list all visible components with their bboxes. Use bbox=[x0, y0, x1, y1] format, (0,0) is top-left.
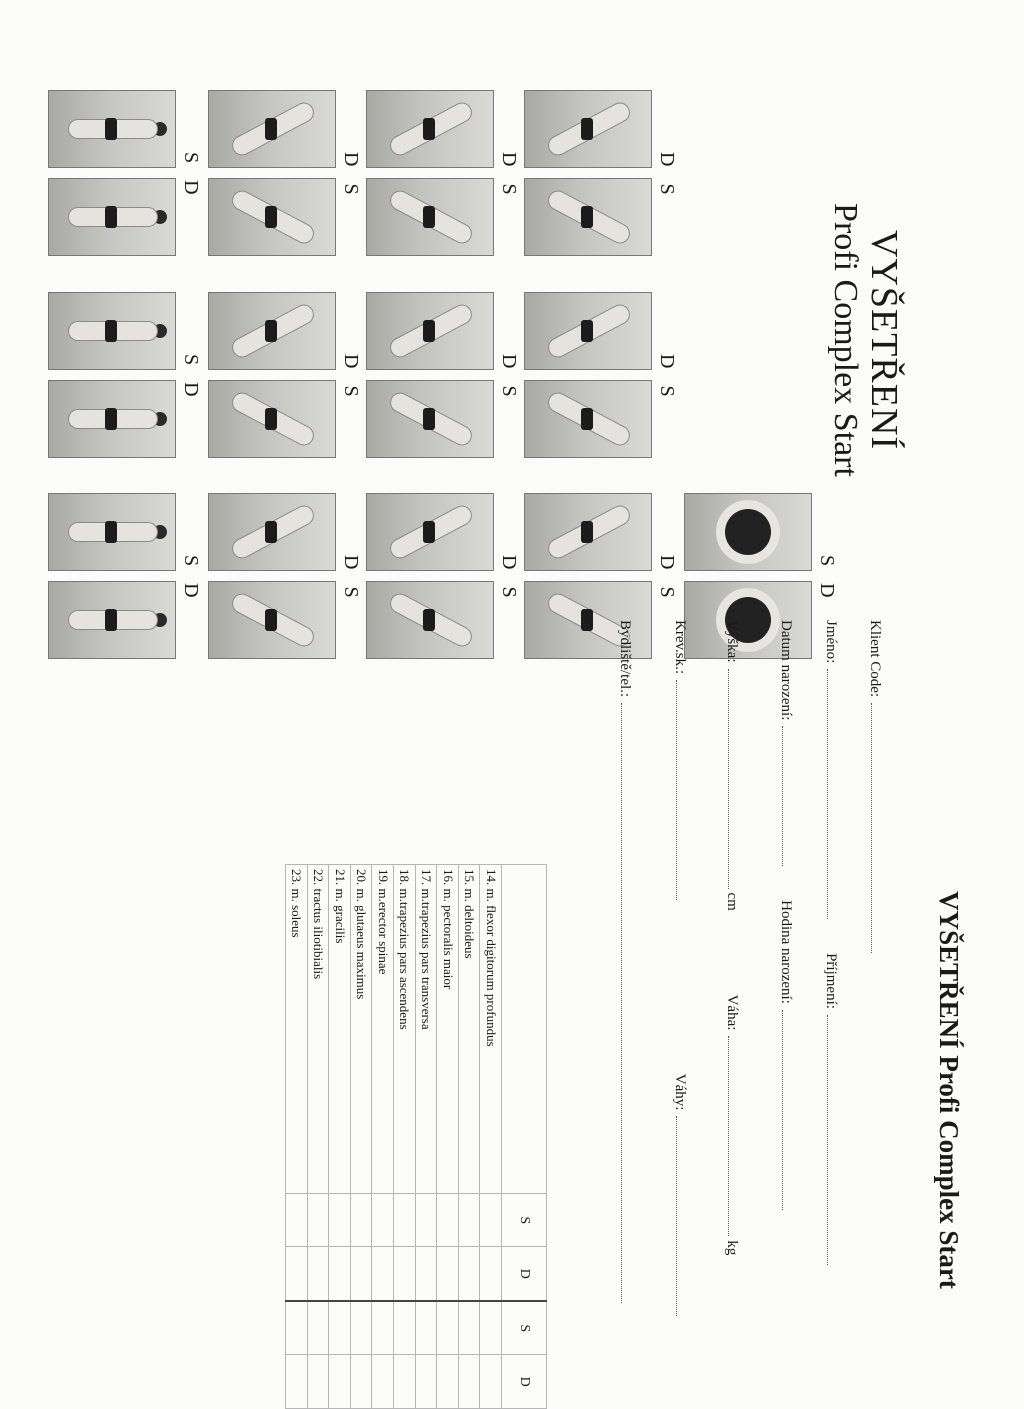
score-cell[interactable] bbox=[329, 1194, 351, 1247]
score-cell[interactable] bbox=[480, 1247, 502, 1301]
first-name-label: Jméno: bbox=[823, 620, 839, 664]
residence-label: Bydliště/tel.: bbox=[617, 620, 633, 698]
posture-photo bbox=[48, 581, 176, 659]
photo-figure-shorts bbox=[581, 118, 593, 140]
photo-figure-shorts bbox=[581, 408, 593, 430]
first-name-field[interactable] bbox=[827, 669, 840, 919]
score-cell[interactable] bbox=[350, 1194, 372, 1247]
score-cell[interactable] bbox=[458, 1247, 480, 1301]
birth-time-label: Hodina narození: bbox=[778, 900, 794, 1004]
score-cell[interactable] bbox=[394, 1194, 416, 1247]
score-cell[interactable] bbox=[307, 1194, 329, 1247]
blood-row bbox=[671, 620, 689, 1316]
photo-figure-shorts bbox=[423, 609, 435, 631]
score-cell[interactable] bbox=[437, 1301, 459, 1355]
scales-label: Váhy: bbox=[672, 1073, 688, 1111]
muscle-table-body bbox=[286, 865, 502, 1409]
photo-figure-shorts bbox=[423, 408, 435, 430]
posture-photo bbox=[208, 581, 336, 659]
client-code-label: Klient Code: bbox=[867, 620, 883, 698]
score-cell[interactable] bbox=[307, 1247, 329, 1301]
table-row bbox=[415, 865, 437, 1409]
table-row bbox=[480, 865, 502, 1409]
photo-figure-shorts bbox=[423, 521, 435, 543]
posture-photo bbox=[208, 380, 336, 458]
table-row bbox=[394, 865, 416, 1409]
score-cell[interactable] bbox=[415, 1301, 437, 1355]
scales-field[interactable] bbox=[676, 1116, 689, 1316]
table-row bbox=[372, 865, 394, 1409]
height-weight-row bbox=[723, 620, 741, 1255]
photo-figure-shorts bbox=[105, 118, 117, 140]
header-name-cell bbox=[502, 865, 547, 1194]
pair-label: S D bbox=[816, 555, 838, 604]
muscle-name: 16. m. pectoralis maior bbox=[437, 865, 459, 1194]
score-cell[interactable] bbox=[372, 1355, 394, 1409]
score-cell[interactable] bbox=[329, 1301, 351, 1355]
posture-photo bbox=[48, 90, 176, 168]
posture-photo bbox=[524, 380, 652, 458]
posture-photo bbox=[366, 178, 494, 256]
weight-unit: kg bbox=[724, 1240, 740, 1256]
posture-photo bbox=[48, 292, 176, 370]
score-cell[interactable] bbox=[458, 1355, 480, 1409]
header-s1: S bbox=[502, 1194, 547, 1247]
posture-photo bbox=[366, 292, 494, 370]
muscle-name: 23. m. soleus bbox=[286, 865, 308, 1194]
table-row bbox=[437, 865, 459, 1409]
height-label: Výška: bbox=[724, 620, 740, 663]
pair-label: D S bbox=[340, 354, 362, 403]
score-cell[interactable] bbox=[437, 1355, 459, 1409]
score-cell[interactable] bbox=[394, 1355, 416, 1409]
posture-photo bbox=[366, 380, 494, 458]
muscle-name: 22. tractus iliotibialis bbox=[307, 865, 329, 1194]
score-cell[interactable] bbox=[480, 1301, 502, 1355]
photo-head-top bbox=[725, 509, 771, 555]
muscle-name: 14. m. flexor digitorum profundus bbox=[480, 865, 502, 1194]
posture-photo bbox=[208, 493, 336, 571]
table-row bbox=[350, 865, 372, 1409]
residence-row bbox=[616, 620, 634, 1303]
posture-photo bbox=[208, 178, 336, 256]
score-cell[interactable] bbox=[394, 1301, 416, 1355]
posture-photo bbox=[48, 178, 176, 256]
photo-figure-shorts bbox=[423, 118, 435, 140]
surname-label: Příjmení: bbox=[823, 953, 839, 1009]
table-row bbox=[307, 865, 329, 1409]
posture-photo bbox=[524, 178, 652, 256]
score-cell[interactable] bbox=[458, 1301, 480, 1355]
score-cell[interactable] bbox=[437, 1194, 459, 1247]
score-cell[interactable] bbox=[415, 1355, 437, 1409]
photo-figure-shorts bbox=[265, 320, 277, 342]
score-cell[interactable] bbox=[350, 1355, 372, 1409]
score-cell[interactable] bbox=[329, 1355, 351, 1409]
photo-figure-shorts bbox=[105, 206, 117, 228]
photo-figure-shorts bbox=[423, 320, 435, 342]
left-title-line2: Profi Complex Start bbox=[826, 203, 864, 477]
pair-label: S D bbox=[180, 152, 202, 201]
left-title-line1: VYŠETŘENÍ bbox=[863, 229, 905, 451]
birth-row bbox=[777, 620, 795, 1210]
score-cell[interactable] bbox=[307, 1355, 329, 1409]
photo-figure-shorts bbox=[581, 609, 593, 631]
photo-figure-shorts bbox=[581, 521, 593, 543]
photo-figure-shorts bbox=[265, 408, 277, 430]
score-cell[interactable] bbox=[415, 1194, 437, 1247]
pair-label: D S bbox=[656, 152, 678, 201]
posture-photo bbox=[524, 292, 652, 370]
table-header-row bbox=[502, 865, 547, 1409]
score-cell[interactable] bbox=[437, 1247, 459, 1301]
table-row bbox=[458, 865, 480, 1409]
posture-photo bbox=[208, 90, 336, 168]
pair-label: S D bbox=[180, 555, 202, 604]
posture-photo bbox=[524, 493, 652, 571]
posture-photo bbox=[48, 380, 176, 458]
posture-photo bbox=[524, 90, 652, 168]
pair-label: D S bbox=[656, 354, 678, 403]
photo-figure-shorts bbox=[265, 609, 277, 631]
posture-photo bbox=[366, 493, 494, 571]
photo-figure-shorts bbox=[423, 206, 435, 228]
score-cell[interactable] bbox=[372, 1194, 394, 1247]
birth-date-label: Datum narození: bbox=[778, 620, 794, 721]
photo-figure-shorts bbox=[105, 609, 117, 631]
posture-photo bbox=[366, 581, 494, 659]
score-cell[interactable] bbox=[458, 1194, 480, 1247]
muscle-name: 18. m.trapezius pars ascendens bbox=[394, 865, 416, 1194]
score-cell[interactable] bbox=[480, 1194, 502, 1247]
height-unit: cm bbox=[724, 892, 740, 911]
client-code-row bbox=[866, 620, 884, 953]
score-cell[interactable] bbox=[415, 1247, 437, 1301]
posture-photo-top-view bbox=[684, 493, 812, 571]
posture-photo bbox=[366, 90, 494, 168]
photo-figure-shorts bbox=[265, 118, 277, 140]
header-d1: D bbox=[502, 1247, 547, 1301]
photo-figure-shorts bbox=[581, 206, 593, 228]
height-field[interactable] bbox=[728, 669, 741, 889]
pair-label: D S bbox=[498, 152, 520, 201]
muscle-name: 17. m.trapezius pars transversa bbox=[415, 865, 437, 1194]
table-row bbox=[329, 865, 351, 1409]
posture-photo bbox=[208, 292, 336, 370]
residence-field[interactable] bbox=[621, 703, 634, 1303]
form-title: VYŠETŘENÍ Profi Complex Start bbox=[934, 891, 964, 1289]
photo-figure-shorts bbox=[105, 320, 117, 342]
score-cell[interactable] bbox=[286, 1194, 308, 1247]
photo-figure-shorts bbox=[265, 206, 277, 228]
weight-field[interactable] bbox=[728, 1036, 741, 1236]
pair-label: S D bbox=[180, 354, 202, 403]
muscle-table bbox=[285, 864, 547, 1409]
pair-label: D S bbox=[340, 152, 362, 201]
muscle-name: 15. m. deltoideus bbox=[458, 865, 480, 1194]
posture-photo bbox=[48, 493, 176, 571]
score-cell[interactable] bbox=[329, 1247, 351, 1301]
photo-figure-shorts bbox=[105, 521, 117, 543]
blood-group-field[interactable] bbox=[676, 680, 689, 900]
muscle-name: 19. m.erector spinae bbox=[372, 865, 394, 1194]
score-cell[interactable] bbox=[372, 1247, 394, 1301]
client-code-field[interactable] bbox=[871, 703, 884, 953]
birth-time-field[interactable] bbox=[782, 1010, 795, 1210]
birth-date-field[interactable] bbox=[782, 726, 795, 866]
score-cell[interactable] bbox=[394, 1247, 416, 1301]
photo-figure-shorts bbox=[265, 521, 277, 543]
score-cell[interactable] bbox=[286, 1247, 308, 1301]
photo-figure-shorts bbox=[105, 408, 117, 430]
left-title bbox=[826, 40, 904, 640]
header-s2: S bbox=[502, 1301, 547, 1355]
score-cell[interactable] bbox=[480, 1355, 502, 1409]
score-cell[interactable] bbox=[286, 1301, 308, 1355]
pair-label: D S bbox=[498, 555, 520, 604]
muscle-name: 20. m. glutaeus maximus bbox=[350, 865, 372, 1194]
header-d2: D bbox=[502, 1355, 547, 1409]
pair-label: D S bbox=[340, 555, 362, 604]
pair-label: D S bbox=[656, 555, 678, 604]
photo-figure-shorts bbox=[581, 320, 593, 342]
table-row bbox=[286, 865, 308, 1409]
score-cell[interactable] bbox=[286, 1355, 308, 1409]
pair-label: D S bbox=[498, 354, 520, 403]
name-row bbox=[822, 620, 840, 1265]
score-cell[interactable] bbox=[307, 1301, 329, 1355]
score-cell[interactable] bbox=[372, 1301, 394, 1355]
surname-field[interactable] bbox=[827, 1015, 840, 1265]
score-cell[interactable] bbox=[350, 1301, 372, 1355]
muscle-name: 21. m. gracilis bbox=[329, 865, 351, 1194]
score-cell[interactable] bbox=[350, 1247, 372, 1301]
weight-label: Váha: bbox=[724, 994, 740, 1031]
blood-group-label: Krev.sk.: bbox=[672, 620, 688, 675]
